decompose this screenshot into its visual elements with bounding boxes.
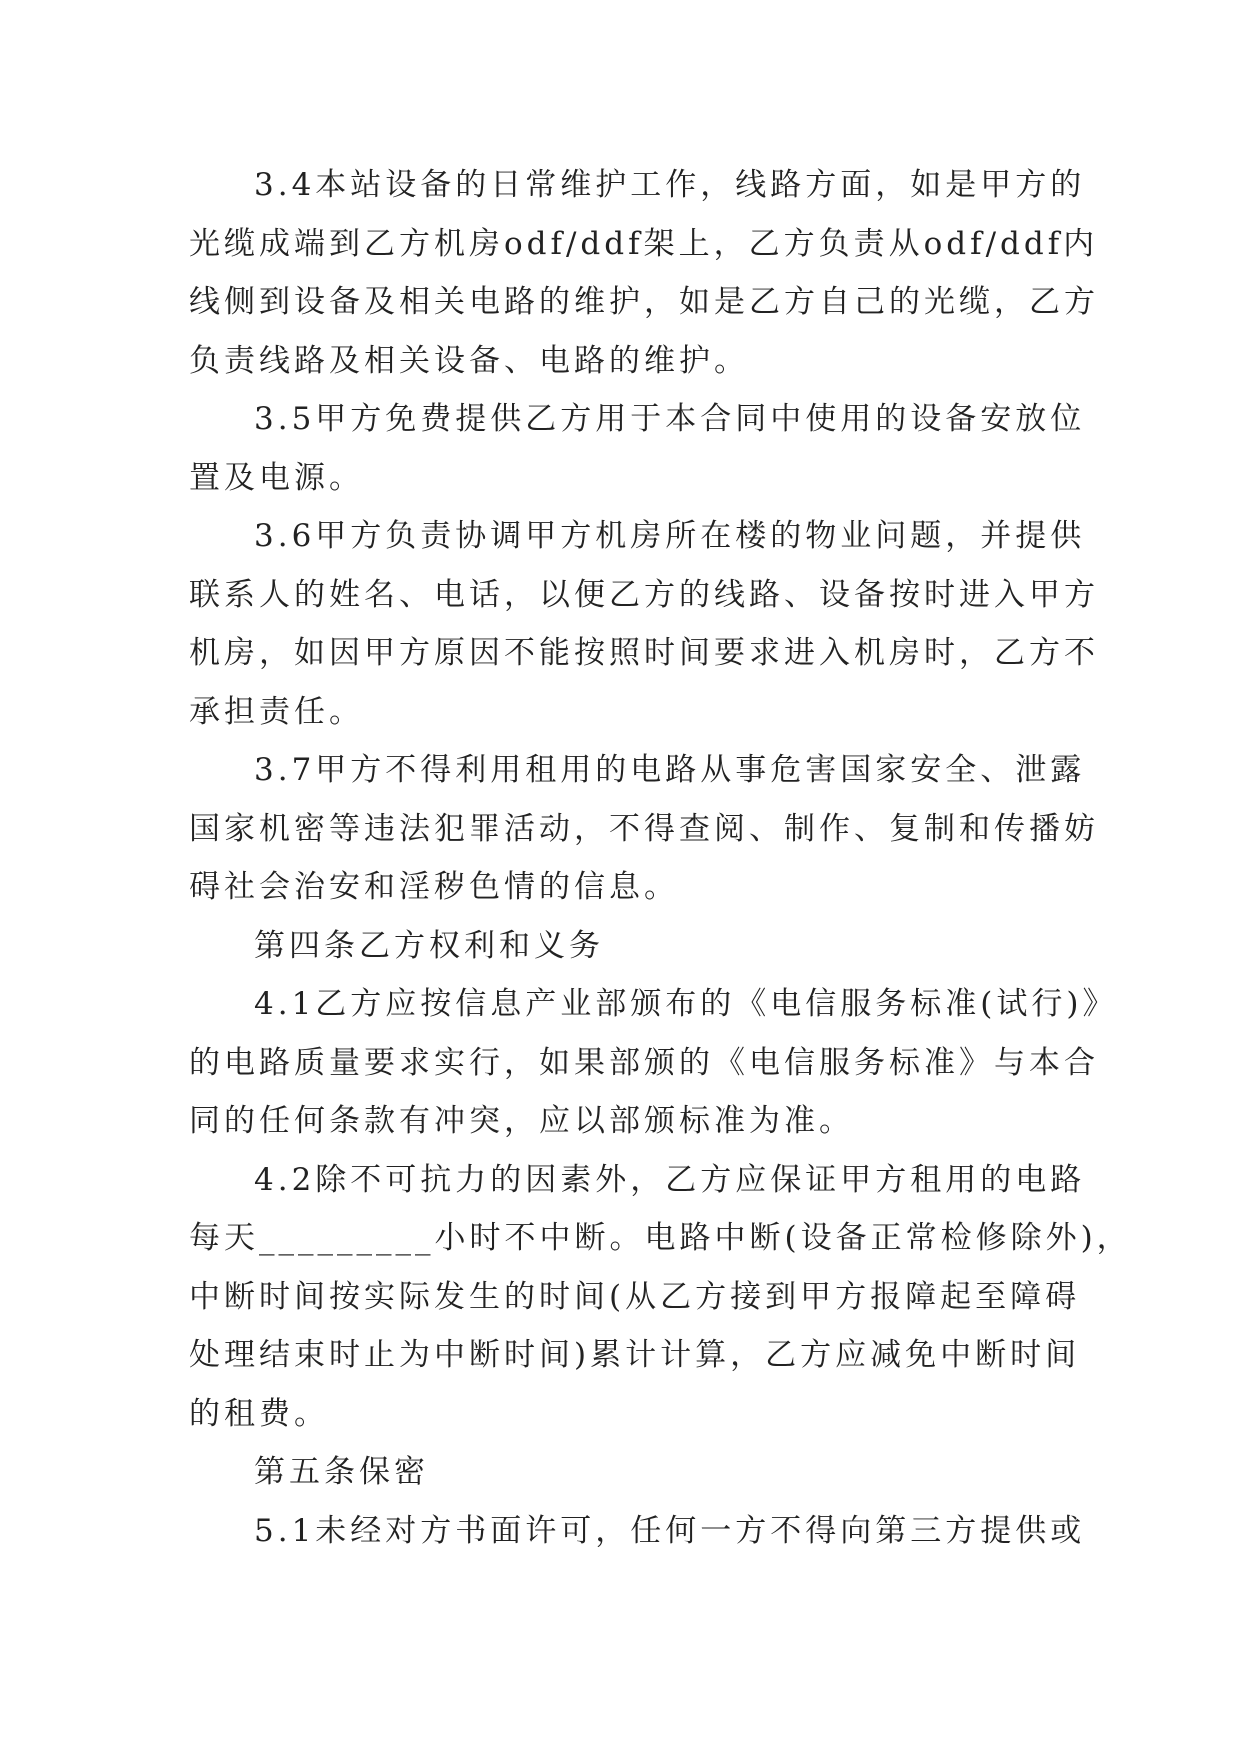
paragraph-line: 3.4本站设备的日常维护工作，线路方面，如是甲方的 <box>254 167 1086 203</box>
paragraph-line: 承担责任。 <box>189 693 364 730</box>
paragraph-line: 碍社会治安和淫秽色情的信息。 <box>189 869 679 905</box>
paragraph-line: 每天_________小时不中断。电路中断(设备正常检修除外)， <box>189 1220 1132 1256</box>
paragraph-line: 光缆成端到乙方机房odf/ddf架上，乙方负责从odf/ddf内 <box>189 225 1099 262</box>
document-body <box>189 156 1132 1560</box>
paragraph-line: 3.5甲方免费提供乙方用于本合同中使用的设备安放位 <box>254 401 1086 437</box>
paragraph-line: 处理结束时止为中断时间)累计计算，乙方应减免中断时间 <box>189 1337 1081 1373</box>
section-heading: 第五条保密 <box>254 1454 429 1490</box>
paragraph-line: 国家机密等违法犯罪活动，不得查阅、制作、复制和传播妨 <box>189 810 1099 847</box>
paragraph-line: 同的任何条款有冲突，应以部颁标准为准。 <box>189 1103 854 1139</box>
paragraph-line: 的电路质量要求实行，如果部颁的《电信服务标准》与本合 <box>189 1044 1099 1081</box>
paragraph-line: 机房，如因甲方原因不能按照时间要求进入机房时，乙方不 <box>189 635 1099 671</box>
paragraph-line: 负责线路及相关设备、电路的维护。 <box>189 342 749 379</box>
paragraph-line: 置及电源。 <box>189 459 364 496</box>
paragraph-line: 3.6甲方负责协调甲方机房所在楼的物业问题，并提供 <box>254 518 1086 554</box>
paragraph-line: 中断时间按实际发生的时间(从乙方接到甲方报障起至障碍 <box>189 1278 1081 1315</box>
section-heading: 第四条乙方权利和义务 <box>254 927 604 964</box>
paragraph-line: 联系人的姓名、电话，以便乙方的线路、设备按时进入甲方 <box>189 576 1099 613</box>
paragraph-line: 4.1乙方应按信息产业部颁布的《电信服务标准(试行)》 <box>254 986 1118 1022</box>
paragraph-line: 5.1未经对方书面许可，任何一方不得向第三方提供或 <box>254 1512 1086 1549</box>
paragraph-line: 4.2除不可抗力的因素外，乙方应保证甲方租用的电路 <box>254 1161 1086 1198</box>
paragraph-line: 的租费。 <box>189 1395 329 1432</box>
paragraph-line: 线侧到设备及相关电路的维护，如是乙方自己的光缆，乙方 <box>189 284 1099 320</box>
paragraph-line: 3.7甲方不得利用租用的电路从事危害国家安全、泄露 <box>254 752 1086 788</box>
